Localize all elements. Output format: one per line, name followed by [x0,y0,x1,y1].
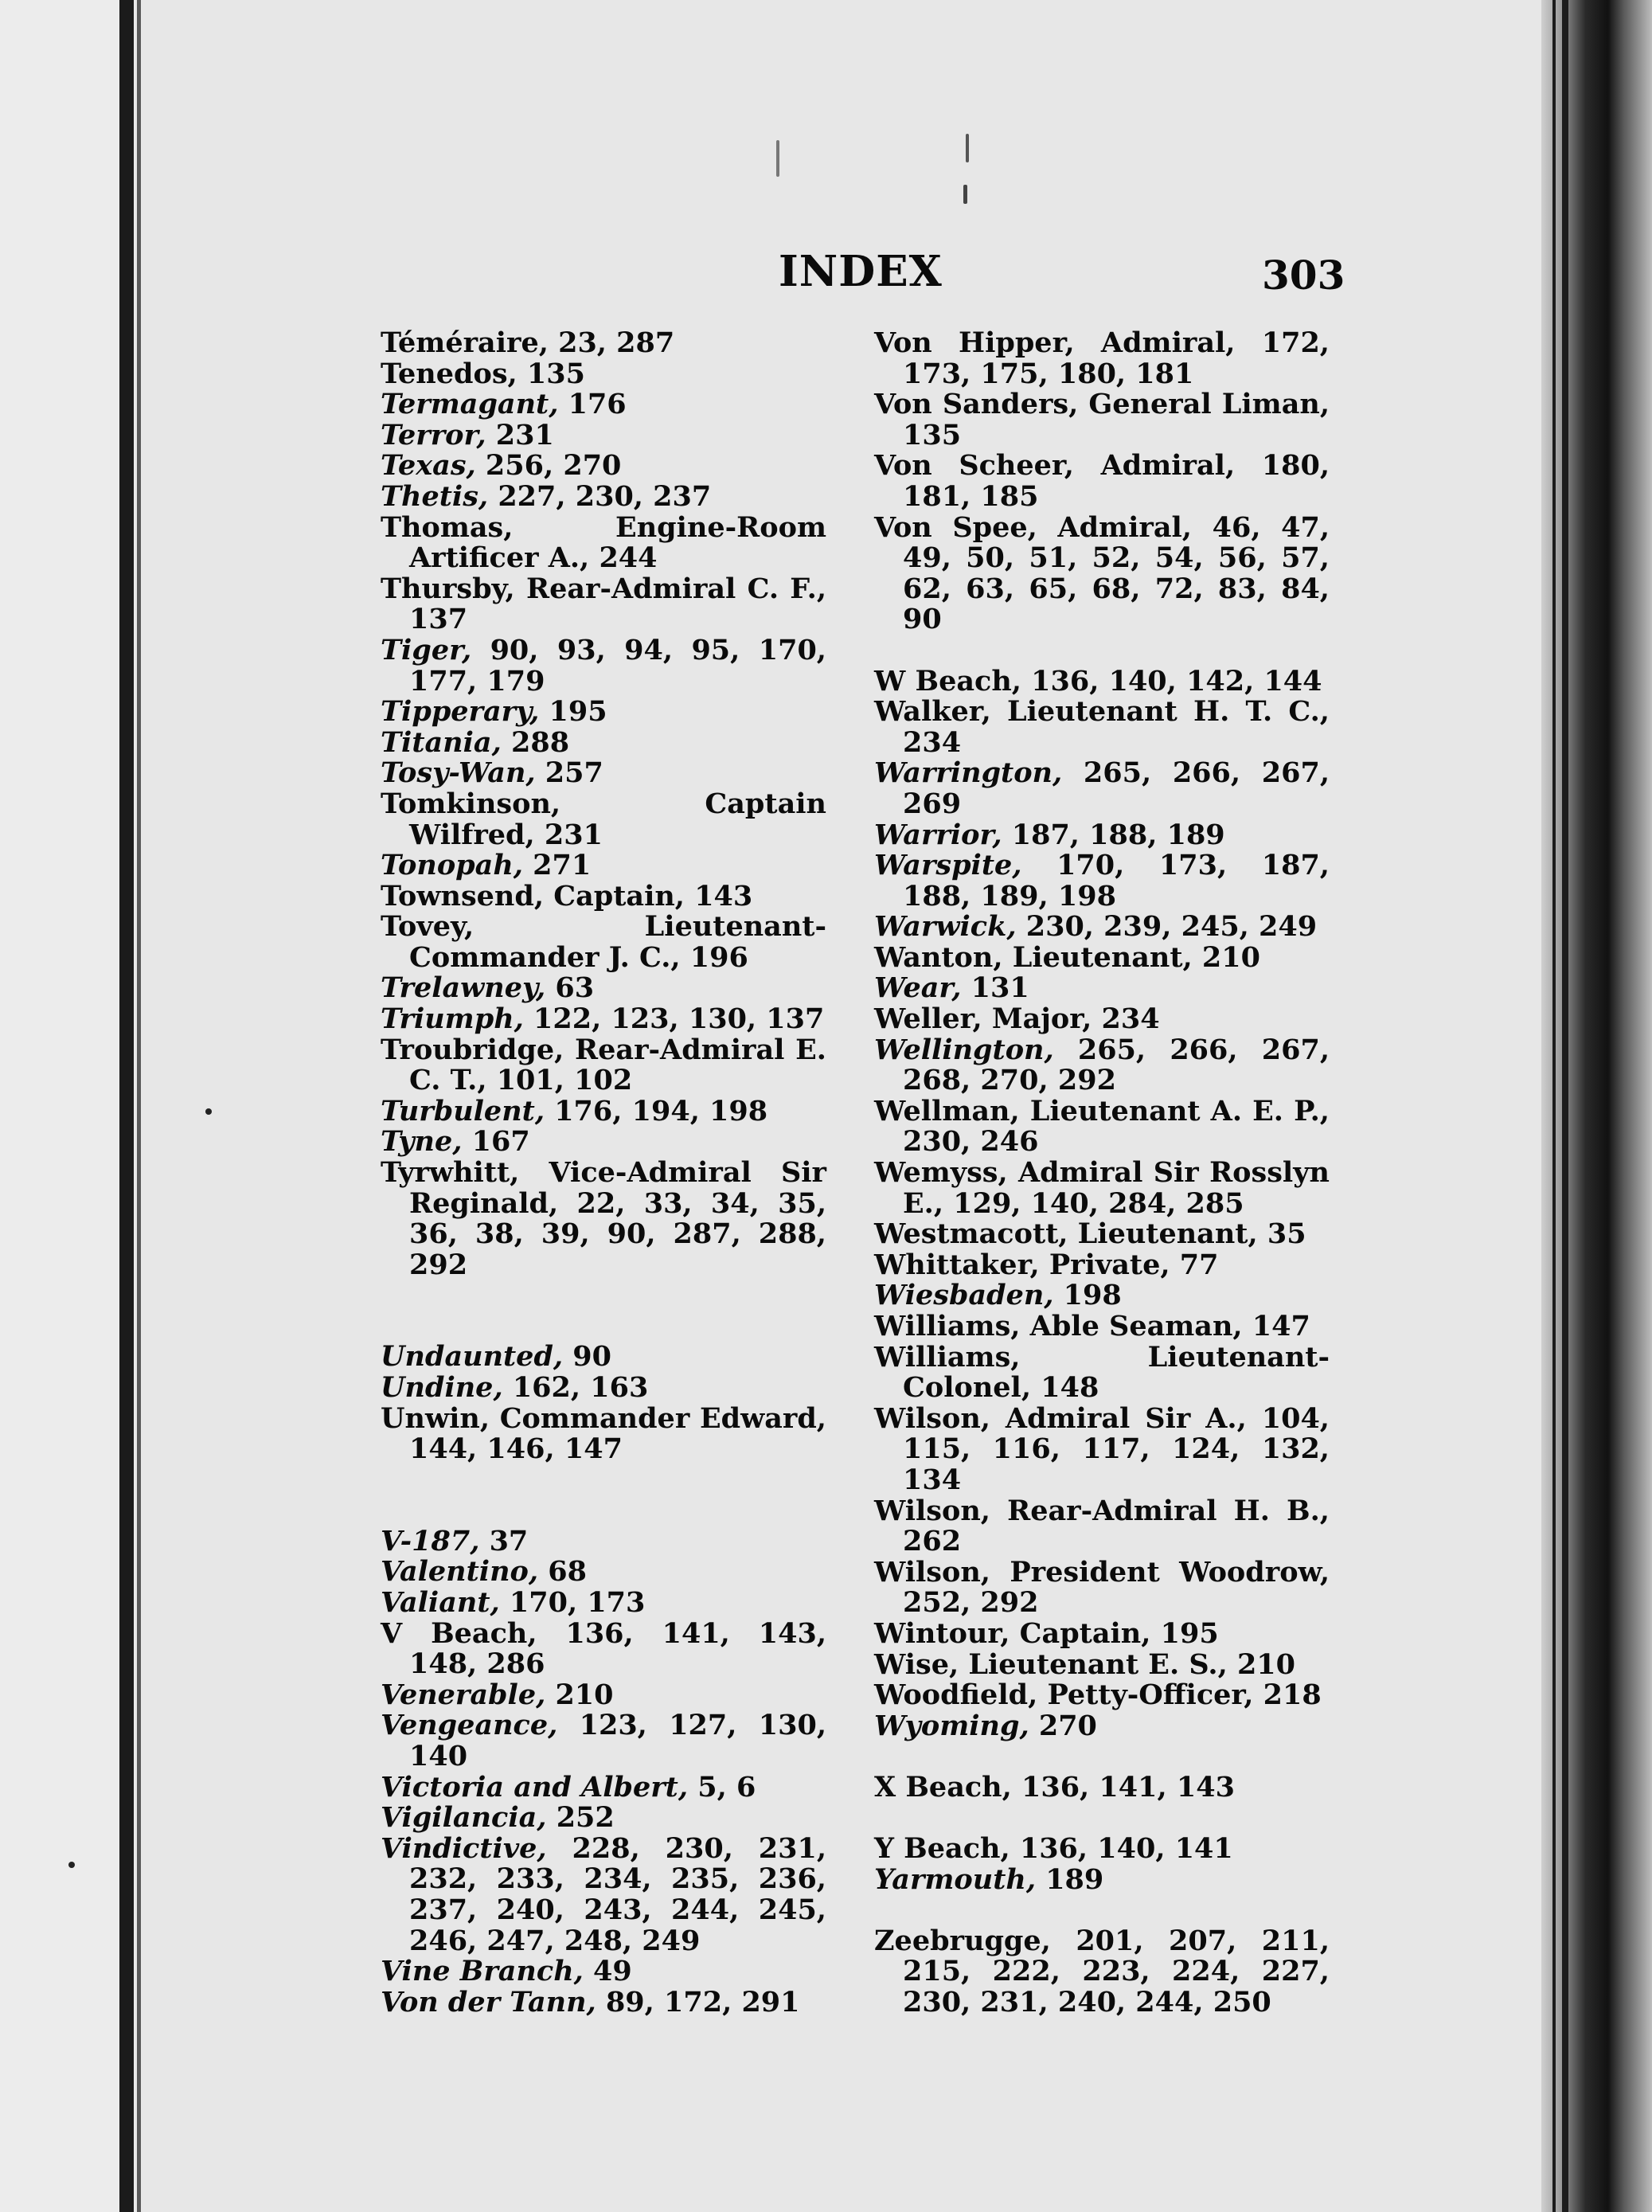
index-entry [381,510,826,575]
index-entry [381,697,826,728]
index-entry-pages: 210 [1201,940,1260,974]
index-entry-pages: 201, 207, 211, 215, 222, 223, 224, 227, 230, 231, 240, 244, 250 [903,1924,1330,2019]
index-entry [874,510,1330,636]
index-entry-pages: 136, 140, 142, 144 [1031,664,1322,698]
index-entry-pages: 288 [510,725,570,759]
index-entry-name: Williams, Able Seaman, [874,1310,1243,1342]
index-entry [874,1096,1330,1158]
entry-spacer [874,1741,1330,1772]
index-entry-pages: 170, 173, 187, 188, 189, 198 [903,849,1330,913]
index-entry-pages: 234 [903,725,962,759]
index-entry [874,820,1330,851]
index-entry-name: Weller, Major, [874,1002,1092,1036]
index-entry [381,1373,826,1404]
index-entry-name: Valentino, [381,1555,539,1589]
index-entry-name: Valiant, [381,1585,500,1619]
index-entry-name: Von Hipper, Admiral, [874,326,1236,359]
entry-spacer [874,635,1330,666]
index-entry-pages: 136, 141, 143 [1021,1770,1235,1804]
index-entry [381,1096,826,1127]
index-entry-name: Whittaker, Private, [874,1248,1170,1281]
index-entry-name: X Beach, [874,1770,1012,1804]
index-entry [381,1004,826,1035]
index-entry [874,1496,1330,1557]
index-entry-name: Troubridge, Rear-Admiral E. C. T., [381,1033,826,1097]
index-entry-pages: 162, 163 [512,1371,649,1404]
index-entry-name: Turbulent, [381,1094,545,1127]
index-entry-name: Triumph, [381,1002,524,1036]
index-entry-pages: 137 [409,603,468,636]
index-entry-name: Téméraire, [381,326,549,359]
index-entry-pages: 101, 102 [496,1064,633,1097]
index-entry-pages: 265, 266, 267, 268, 270, 292 [903,1033,1330,1097]
index-entry-pages: 196 [689,940,748,974]
index-entry-pages: 148 [1041,1371,1099,1405]
index-entry [874,697,1330,758]
index-entry-pages: 256, 270 [485,449,622,483]
index-entry-name: Von Scheer, Admiral, [874,449,1236,483]
index-entry-name: Von Sanders, General Liman, [874,388,1330,421]
index-entry-pages: 230, 239, 245, 249 [1025,910,1318,944]
index-entry-pages: 35 [1267,1217,1306,1251]
index-entry-pages: 231 [544,818,603,851]
index-entry [874,1926,1330,2019]
entry-spacer [381,1465,826,1526]
index-entry-pages: 180, 181, 185 [903,449,1330,513]
index-entry [381,789,826,850]
index-entry [874,1158,1330,1219]
index-entry-name: Venerable, [381,1678,546,1711]
page-edge-line [1552,0,1556,2212]
index-entry [381,725,826,759]
index-entry-pages: 144, 146, 147 [409,1432,623,1466]
scan-speck [205,1108,212,1115]
index-entry-name: Wilson, President Woodrow, [874,1555,1330,1589]
index-entry [874,451,1330,512]
index-entry-name: Thomas, Engine-Room Artificer A., [381,510,826,575]
index-entry [874,1219,1330,1250]
index-entry [381,328,826,359]
index-entry [874,940,1330,974]
index-entry-name: Walker, Lieutenant H. T. C., [874,695,1330,729]
index-entry-pages: 5, 6 [697,1770,756,1804]
index-entry [874,1647,1330,1681]
index-entry-name: Wintour, Captain, [874,1616,1151,1650]
index-entry-name: Tyne, [381,1125,463,1159]
index-entry-pages: 218 [1263,1679,1322,1712]
index-entry-pages: 63 [555,971,595,1005]
index-entry [381,1987,826,2019]
index-entry-name: Wanton, Lieutenant, [874,940,1193,974]
index-entry-name: Tosy-Wan, [381,756,536,790]
index-entry-name: Wellington, [874,1033,1054,1066]
index-entry-pages: 257 [545,756,603,790]
index-entry-pages: 167 [471,1125,530,1159]
index-entry-pages: 135 [903,418,962,451]
index-entry-name: Tovey, Lieutenant-Commander J. C., [381,910,826,974]
index-entry [874,1004,1330,1035]
index-entry [381,1772,826,1804]
scan-speck [966,134,969,162]
index-entry-pages: 89, 172, 291 [605,1985,800,2019]
index-entry-name: Wyoming, [874,1709,1029,1742]
index-entry-pages: 46, 47, 49, 50, 51, 52, 54, 56, 57, 62, 63, 65, 68, 72, 83, 84, 90 [903,510,1330,636]
index-entry [381,1616,827,1681]
index-entry-name: Thetis, [381,479,489,513]
page-edge-line [1562,0,1568,2212]
index-entry-name: Westmacott, Lieutenant, [874,1217,1258,1251]
index-entry [381,973,826,1004]
index-entry-name: Williams, Lieutenant-Colonel, [874,1340,1330,1405]
index-entry [874,1280,1330,1311]
index-entry-pages: 176, 194, 198 [554,1094,768,1127]
index-entry-pages: 252 [556,1801,615,1835]
index-entry-name: Unwin, Commander Edward, [381,1401,826,1435]
index-entry-name: Von Spee, Admiral, [874,510,1192,544]
index-entry-pages: 170, 173 [509,1585,646,1619]
index-entry [874,850,1330,912]
page-binding-edge-inner [137,0,141,2212]
index-entry-name: Wear, [874,971,962,1005]
index-entry [381,1342,826,1373]
index-entry-name: Warrior, [874,818,1002,851]
index-entry [381,1803,826,1834]
index-entry-pages: 271 [533,849,592,882]
index-entry [381,1585,826,1619]
index-entry [381,420,826,451]
index-entry-pages: 135 [526,357,585,390]
index-entry-name: Tyrwhitt, Vice-Admiral Sir Reginald, [381,1156,826,1220]
index-entry [874,1557,1330,1619]
index-entry-pages: 187, 188, 189 [1011,818,1225,851]
index-entry-pages: 234 [1101,1002,1160,1036]
index-entry-name: V-187, [381,1524,480,1557]
index-entry [874,1862,1330,1896]
index-entry [381,1035,826,1096]
index-entry [381,912,826,973]
index-entry [874,328,1330,389]
scan-speck [963,185,967,204]
index-entry-name: Wiesbaden, [874,1279,1054,1312]
index-entry-pages: 136, 140, 141 [1019,1832,1233,1866]
index-entry-pages: 104, 115, 116, 117, 124, 132, 134 [903,1401,1330,1496]
index-entry [874,1342,1330,1404]
index-entry [381,1680,826,1711]
index-entry-pages: 49 [593,1955,632,1988]
index-entry [874,1834,1330,1865]
index-entry-pages: 195 [549,695,607,729]
index-entry-pages: 189 [1045,1862,1104,1896]
index-entry-name: Y Beach, [874,1832,1010,1866]
book-page [142,0,1541,2212]
index-entry-name: Tipperary, [381,695,540,729]
scan-speck [68,1862,75,1868]
index-entry-pages: 210 [1236,1647,1296,1681]
index-entry-name: Thursby, Rear-Admiral C. F., [381,572,826,605]
index-entry [381,758,826,789]
index-entry-name: Von der Tann, [381,1985,596,2019]
index-entry-pages: 143 [694,879,753,913]
index-entry-pages: 244 [599,541,658,575]
index-entry-pages: 230, 246 [903,1125,1039,1159]
index-entry-name: Vine Branch, [381,1955,584,1988]
index-entry-name: Vengeance, [381,1709,558,1742]
index-entry-pages: 123, 127, 130, 140 [409,1709,826,1772]
index-entry-pages: 228, 230, 231, 232, 233, 234, 235, 236, 237, 240, 243, 244, 245, 246, 247, 248, 249 [409,1831,827,1957]
index-entry-pages: 131 [971,971,1029,1005]
index-entry [381,1710,826,1772]
index-entry [381,1831,827,1957]
index-entry-pages: 270 [1038,1709,1097,1742]
index-entry [874,973,1330,1004]
entry-spacer [874,1804,1330,1835]
index-entry-name: Undaunted, [381,1340,564,1374]
index-entry [381,881,826,913]
index-entry [381,389,826,420]
index-entry-name: Zeebrugge, [874,1924,1051,1957]
index-entry [874,1311,1330,1342]
index-entry [381,1158,826,1280]
index-entry [381,635,826,697]
index-entry-name: Wemyss, Admiral Sir Rosslyn E., [874,1156,1330,1220]
index-entry-name: Wellman, Lieutenant A. E. P., [874,1094,1330,1127]
entry-spacer [381,1280,826,1342]
index-entry-name: Titania, [381,725,502,759]
index-entry-name: Terror, [381,418,486,451]
index-entry [874,758,1330,819]
index-entry [381,451,826,482]
index-entry [381,359,826,390]
index-entry [874,912,1330,943]
index-entry-pages: 129, 140, 284, 285 [953,1186,1244,1220]
index-entry [381,574,826,635]
index-entry [381,1557,826,1588]
index-entry [381,1401,826,1466]
index-entry-name: Townsend, Captain, [381,879,685,913]
index-column-right [874,328,1330,2019]
index-entry-pages: 227, 230, 237 [498,479,712,513]
index-entry-pages: 147 [1252,1310,1310,1342]
index-entry [381,479,826,513]
index-entry-name: Woodfield, Petty-Officer, [874,1679,1254,1712]
scan-margin-left [0,0,127,2212]
index-entry-pages: 77 [1179,1248,1219,1281]
index-entry-pages: 262 [903,1525,962,1558]
index-entry-name: Victoria and Albert, [381,1770,689,1804]
index-entry-pages: 22, 33, 34, 35, 36, 38, 39, 90, 287, 288, 292 [409,1186,826,1281]
index-entry-name: Tomkinson, Captain Wilfred, [381,787,826,851]
index-entry-name: Warrington, [874,756,1063,790]
index-entry-name: Termagant, [381,388,559,421]
page-edge-shadow [1541,0,1652,2212]
index-entry-name: Wise, Lieutenant E. S., [874,1647,1228,1681]
page-binding-edge [119,0,134,2212]
index-entry-pages: 265, 266, 267, 269 [903,756,1330,820]
index-entry-name: Tonopah, [381,849,523,882]
index-entry-name: Wilson, Admiral Sir A., [874,1401,1247,1435]
index-entry-name: Warwick, [874,910,1017,944]
index-entry-name: Tenedos, [381,357,517,390]
index-entry-name: Vigilancia, [381,1801,547,1835]
index-entry-pages: 68 [548,1555,587,1589]
page-title: INDEX [779,247,943,296]
entry-spacer [874,1895,1330,1926]
index-entry-name: Tiger, [381,633,472,666]
index-entry-pages: 90 [572,1340,612,1374]
index-entry-pages: 198 [1063,1279,1122,1312]
index-entry-pages: 136, 141, 143, 148, 286 [409,1616,827,1681]
index-entry-pages: 195 [1160,1616,1219,1650]
index-entry-name: Warspite, [874,849,1022,882]
index-entry-name: Undine, [381,1371,503,1404]
index-entry-name: Wilson, Rear-Admiral H. B., [874,1494,1330,1527]
scan-speck [776,140,779,177]
index-entry [874,1772,1330,1804]
index-entry [874,1680,1330,1711]
index-entry-pages: 231 [495,418,554,451]
index-entry [874,1250,1330,1281]
index-entry-name: W Beach, [874,664,1021,698]
index-column-left [381,328,826,2018]
index-entry [874,1711,1330,1742]
index-entry [381,1127,826,1158]
index-entry [874,666,1330,698]
index-entry-name: V Beach, [381,1616,537,1650]
index-entry-name: Texas, [381,449,476,483]
index-entry-pages: 210 [555,1678,614,1711]
index-entry-pages: 252, 292 [903,1586,1039,1620]
index-entry-pages: 90, 93, 94, 95, 170, 177, 179 [409,633,826,698]
index-entry [381,1526,826,1557]
index-entry-pages: 37 [489,1524,529,1557]
index-entry-name: Yarmouth, [874,1862,1037,1896]
index-entry [874,1401,1330,1496]
page-header [0,247,1652,311]
index-entry-pages: 23, 287 [558,326,675,359]
index-entry-pages: 172, 173, 175, 180, 181 [903,326,1330,390]
index-entry-name: Vindictive, [381,1831,547,1865]
index-entry-pages: 176 [568,388,627,421]
index-entry [874,1035,1330,1096]
page-number: 303 [1262,252,1345,299]
index-entry-pages: 122, 123, 130, 137 [533,1002,825,1036]
index-entry [874,1616,1330,1650]
index-entry [874,389,1330,451]
index-entry [381,1956,826,1987]
index-entry [381,850,826,881]
index-entry-name: Trelawney, [381,971,546,1005]
